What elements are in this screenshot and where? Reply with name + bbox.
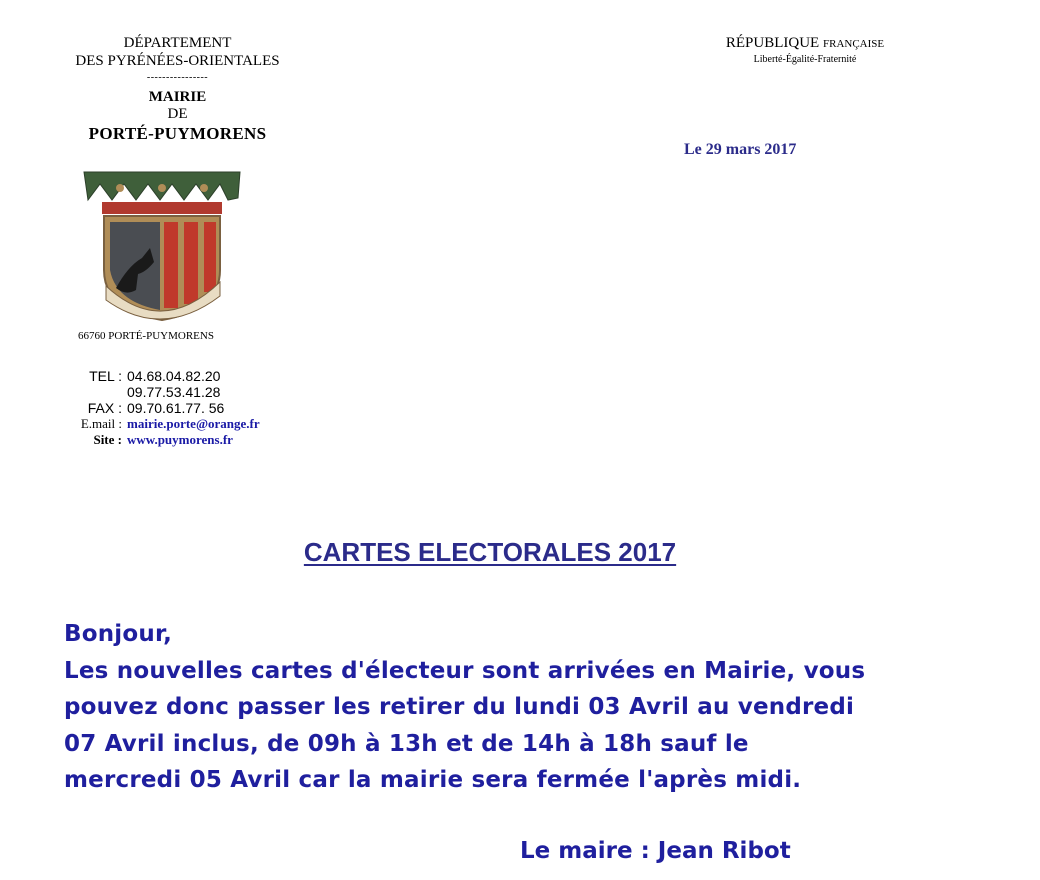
municipality-header [50,34,305,145]
tel-row [60,368,310,384]
contact-block [60,368,310,448]
email-row [60,416,310,432]
fax-row [60,400,310,416]
republic-title [660,34,950,53]
tel-label: TEL : [89,368,122,384]
republic-header [660,34,950,67]
body-line-1: Bonjour, [64,621,173,647]
body-line-2: Les nouvelles cartes d'électeur sont arrivées en Mairie, vous [64,657,866,684]
mairie-label: MAIRIE [148,89,207,105]
header-separator: ---------------- [146,72,209,83]
de-label: DE [167,106,188,122]
department-line1: DÉPARTEMENT [123,35,232,51]
coat-of-arms-icon [80,170,245,325]
document-title: CARTES ELECTORALES 2017 [303,537,677,567]
tel-row-2 [60,384,310,400]
department-line2: DES PYRÉNÉES-ORIENTALES [75,53,280,69]
republic-word: RÉPUBLIQUE [725,35,820,51]
republic-motto: Liberté-Égalité-Fraternité [753,54,857,65]
site-row [60,432,310,448]
email-link[interactable]: mairie.porte@orange.fr [127,416,260,431]
body-line-3: pouvez donc passer les retirer du lundi 03 Avril au vendredi [64,694,855,720]
fax-label: FAX : [87,400,122,416]
body-line-5: mercredi 05 Avril car la mairie sera fermée l'après midi. [64,767,802,793]
postal-address: 66760 PORTÉ-PUYMORENS [78,330,214,342]
tel-number-2: 09.77.53.41.28 [127,384,221,400]
tel-number-1: 04.68.04.82.20 [127,368,221,384]
republic-francaise: FRANÇAISE [822,38,885,50]
website-link[interactable]: www.puymorens.fr [127,432,233,447]
fax-number: 09.70.61.77. 56 [127,400,225,416]
body-line-4: 07 Avril inclus, de 09h à 13h et de 14h à 18h sauf le [64,730,749,757]
document-date: Le 29 mars 2017 [684,141,797,158]
site-label: Site : [93,432,122,447]
commune-name: PORTÉ-PUYMORENS [88,124,267,143]
mayor-signature: Le maire : Jean Ribot [520,838,791,864]
email-label: E.mail : [80,416,122,431]
notice-body [64,616,964,799]
